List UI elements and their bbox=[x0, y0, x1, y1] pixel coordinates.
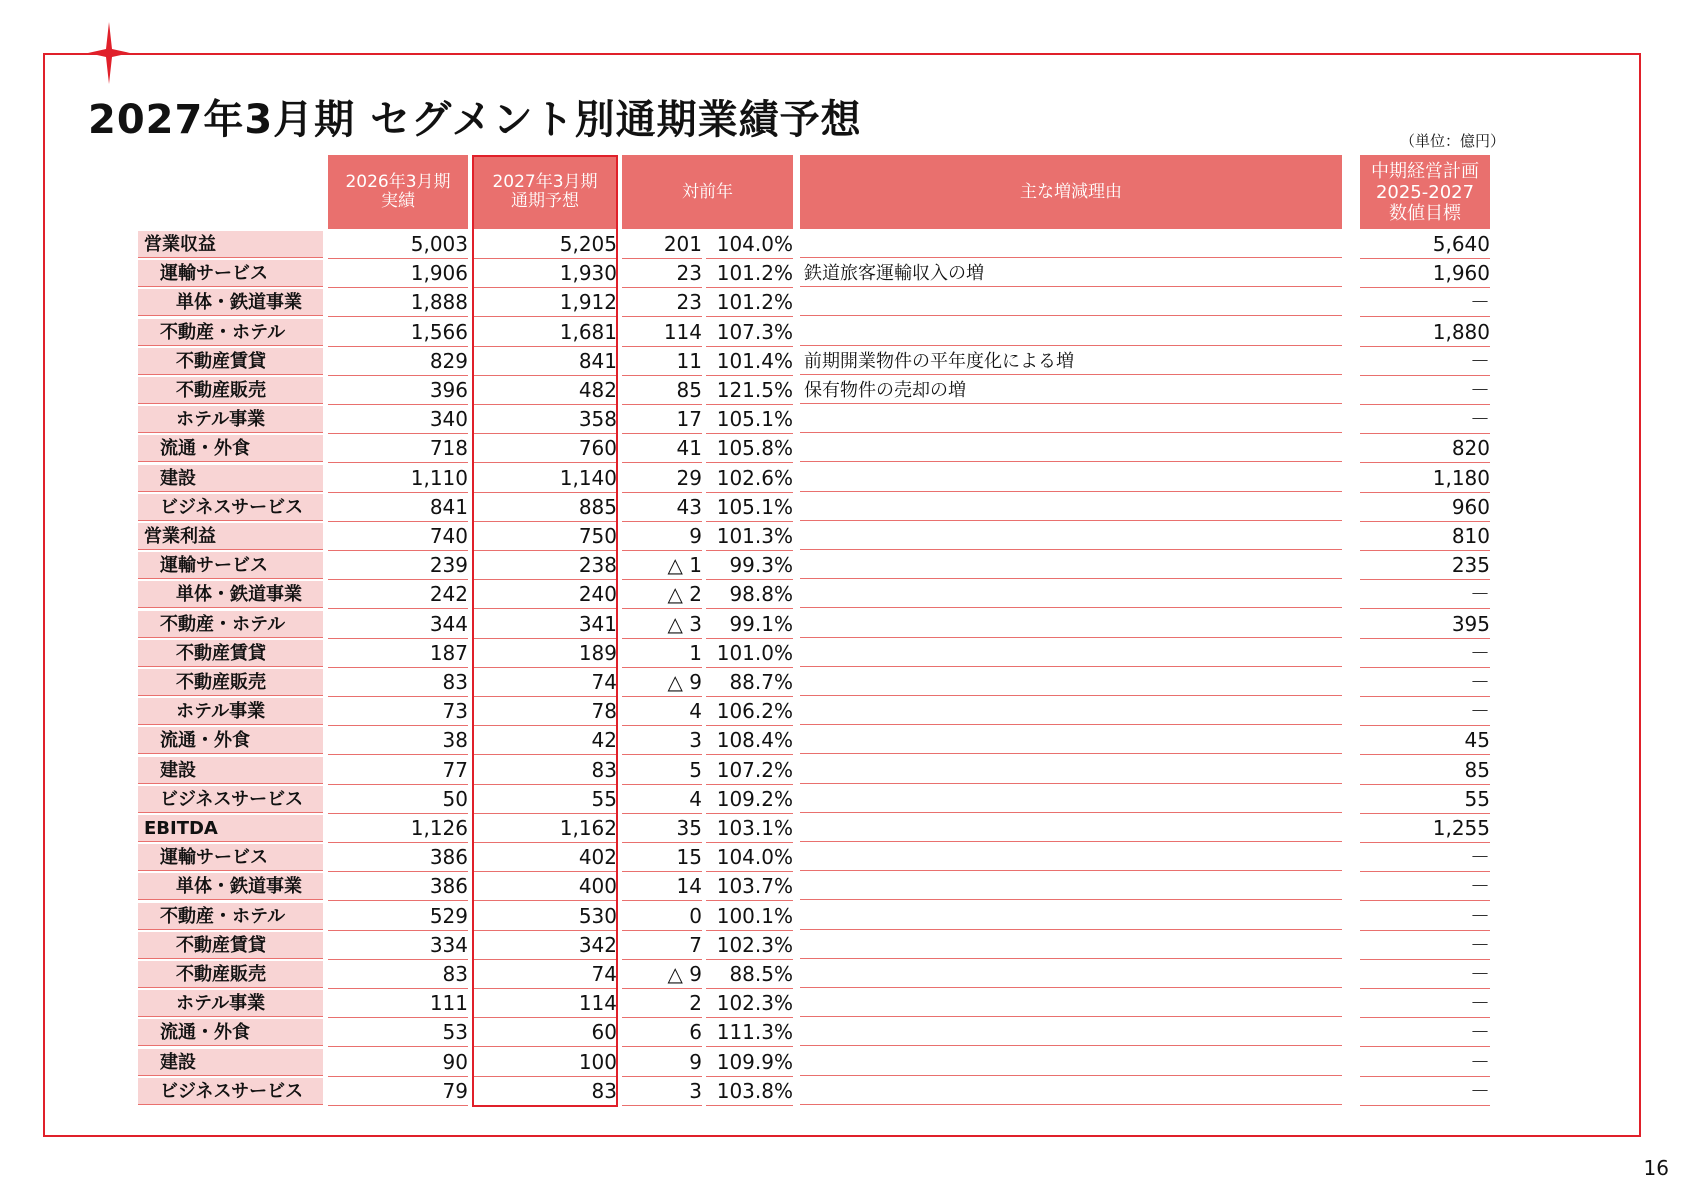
cell-forecast: 1,930 bbox=[473, 260, 617, 288]
cell-forecast: 189 bbox=[473, 640, 617, 668]
cell-target: － bbox=[1360, 289, 1490, 317]
cell-reason bbox=[800, 698, 1342, 725]
cell-actual: 718 bbox=[328, 435, 468, 463]
row-label: 不動産販売 bbox=[138, 961, 323, 988]
table-row bbox=[138, 1049, 1488, 1078]
cell-reason bbox=[800, 844, 1342, 871]
cell-reason bbox=[800, 523, 1342, 550]
cell-forecast: 240 bbox=[473, 581, 617, 609]
cell-target: － bbox=[1360, 844, 1490, 872]
table-row bbox=[138, 289, 1488, 318]
cell-pct: 109.2% bbox=[706, 786, 793, 814]
cell-target: 235 bbox=[1360, 552, 1490, 580]
cell-forecast: 114 bbox=[473, 990, 617, 1018]
table-row bbox=[138, 523, 1488, 552]
cell-actual: 53 bbox=[328, 1019, 468, 1047]
cell-pct: 105.8% bbox=[706, 435, 793, 463]
cell-actual: 1,110 bbox=[328, 465, 468, 493]
cell-reason bbox=[800, 757, 1342, 784]
cell-reason bbox=[800, 1019, 1342, 1046]
row-label: 運輸サービス bbox=[138, 552, 323, 579]
cell-target: － bbox=[1360, 406, 1490, 434]
cell-actual: 386 bbox=[328, 873, 468, 901]
cell-reason bbox=[800, 932, 1342, 959]
cell-pct: 100.1% bbox=[706, 903, 793, 931]
cell-diff: △ 3 bbox=[622, 611, 702, 639]
cell-pct: 103.1% bbox=[706, 815, 793, 843]
cell-pct: 121.5% bbox=[706, 377, 793, 405]
cell-forecast: 482 bbox=[473, 377, 617, 405]
cell-diff: 5 bbox=[622, 757, 702, 785]
cell-forecast: 83 bbox=[473, 757, 617, 785]
cell-pct: 101.0% bbox=[706, 640, 793, 668]
cell-forecast: 358 bbox=[473, 406, 617, 434]
cell-reason: 前期開業物件の平年度化による増 bbox=[800, 348, 1342, 375]
cell-diff: 14 bbox=[622, 873, 702, 901]
cell-pct: 101.2% bbox=[706, 289, 793, 317]
cell-actual: 73 bbox=[328, 698, 468, 726]
cell-forecast: 60 bbox=[473, 1019, 617, 1047]
cell-pct: 102.3% bbox=[706, 932, 793, 960]
row-label: 建設 bbox=[138, 465, 323, 492]
cell-forecast: 5,205 bbox=[473, 231, 617, 259]
table-row bbox=[138, 1019, 1488, 1048]
cell-reason: 保有物件の売却の増 bbox=[800, 377, 1342, 404]
cell-reason bbox=[800, 289, 1342, 316]
cell-target: 820 bbox=[1360, 435, 1490, 463]
cell-actual: 83 bbox=[328, 669, 468, 697]
cell-reason bbox=[800, 961, 1342, 988]
table-row bbox=[138, 669, 1488, 698]
cell-reason bbox=[800, 727, 1342, 754]
row-label: 営業収益 bbox=[138, 231, 323, 258]
cell-pct: 102.3% bbox=[706, 990, 793, 1018]
cell-target: 45 bbox=[1360, 727, 1490, 755]
cell-pct: 88.5% bbox=[706, 961, 793, 989]
cell-reason bbox=[800, 581, 1342, 608]
cell-actual: 334 bbox=[328, 932, 468, 960]
header-actual: 2026年3月期 実績 bbox=[328, 155, 468, 229]
cell-target: － bbox=[1360, 1019, 1490, 1047]
row-label: 不動産・ホテル bbox=[138, 903, 323, 930]
cell-target: 395 bbox=[1360, 611, 1490, 639]
cell-target: 960 bbox=[1360, 494, 1490, 522]
cell-actual: 111 bbox=[328, 990, 468, 1018]
row-label: EBITDA bbox=[138, 815, 323, 842]
table-row bbox=[138, 494, 1488, 523]
cell-forecast: 1,681 bbox=[473, 319, 617, 347]
cell-forecast: 341 bbox=[473, 611, 617, 639]
table-row bbox=[138, 231, 1488, 260]
cell-target: － bbox=[1360, 669, 1490, 697]
cell-forecast: 750 bbox=[473, 523, 617, 551]
cell-target: － bbox=[1360, 903, 1490, 931]
cell-actual: 340 bbox=[328, 406, 468, 434]
cell-pct: 103.8% bbox=[706, 1078, 793, 1106]
cell-target: 1,180 bbox=[1360, 465, 1490, 493]
cell-diff: 1 bbox=[622, 640, 702, 668]
row-label: 単体・鉄道事業 bbox=[138, 581, 323, 608]
cell-forecast: 760 bbox=[473, 435, 617, 463]
cell-target: － bbox=[1360, 377, 1490, 405]
row-label: 建設 bbox=[138, 757, 323, 784]
table-row bbox=[138, 961, 1488, 990]
cell-reason bbox=[800, 611, 1342, 638]
cell-reason bbox=[800, 1078, 1342, 1105]
table-row bbox=[138, 552, 1488, 581]
cell-pct: 104.0% bbox=[706, 844, 793, 872]
cell-forecast: 1,912 bbox=[473, 289, 617, 317]
cell-diff: 9 bbox=[622, 523, 702, 551]
table-row bbox=[138, 698, 1488, 727]
cell-actual: 77 bbox=[328, 757, 468, 785]
table-row bbox=[138, 786, 1488, 815]
cell-diff: △ 9 bbox=[622, 669, 702, 697]
cell-target: 5,640 bbox=[1360, 231, 1490, 259]
cell-diff: 2 bbox=[622, 990, 702, 1018]
row-label: ビジネスサービス bbox=[138, 786, 323, 813]
header-reason: 主な増減理由 bbox=[800, 155, 1342, 229]
cell-target: 1,960 bbox=[1360, 260, 1490, 288]
cell-pct: 101.4% bbox=[706, 348, 793, 376]
cell-forecast: 78 bbox=[473, 698, 617, 726]
cell-pct: 105.1% bbox=[706, 494, 793, 522]
table-row bbox=[138, 260, 1488, 289]
cell-diff: 41 bbox=[622, 435, 702, 463]
cell-target: － bbox=[1360, 990, 1490, 1018]
cell-reason: 鉄道旅客運輸収入の増 bbox=[800, 260, 1342, 287]
row-label: 不動産賃貸 bbox=[138, 932, 323, 959]
cell-reason bbox=[800, 786, 1342, 813]
cell-diff: 11 bbox=[622, 348, 702, 376]
table-row bbox=[138, 815, 1488, 844]
row-label: ホテル事業 bbox=[138, 406, 323, 433]
cell-reason bbox=[800, 815, 1342, 842]
cell-forecast: 74 bbox=[473, 669, 617, 697]
cell-forecast: 402 bbox=[473, 844, 617, 872]
unit-label: （単位：億円） bbox=[1400, 132, 1506, 150]
cell-pct: 105.1% bbox=[706, 406, 793, 434]
cell-pct: 101.2% bbox=[706, 260, 793, 288]
cell-actual: 1,906 bbox=[328, 260, 468, 288]
row-label: 運輸サービス bbox=[138, 844, 323, 871]
cell-diff: 114 bbox=[622, 319, 702, 347]
row-label: 不動産賃貸 bbox=[138, 640, 323, 667]
cell-actual: 50 bbox=[328, 786, 468, 814]
cell-pct: 99.1% bbox=[706, 611, 793, 639]
table-row bbox=[138, 844, 1488, 873]
cell-pct: 107.2% bbox=[706, 757, 793, 785]
cell-forecast: 342 bbox=[473, 932, 617, 960]
table-row bbox=[138, 581, 1488, 610]
cell-diff: 4 bbox=[622, 698, 702, 726]
cell-forecast: 55 bbox=[473, 786, 617, 814]
cell-diff: 29 bbox=[622, 465, 702, 493]
cell-diff: 35 bbox=[622, 815, 702, 843]
cell-target: 810 bbox=[1360, 523, 1490, 551]
table-row bbox=[138, 640, 1488, 669]
cell-target: － bbox=[1360, 961, 1490, 989]
cell-pct: 101.3% bbox=[706, 523, 793, 551]
cell-actual: 90 bbox=[328, 1049, 468, 1077]
table-row bbox=[138, 435, 1488, 464]
cell-forecast: 42 bbox=[473, 727, 617, 755]
row-label: 営業利益 bbox=[138, 523, 323, 550]
cell-diff: 3 bbox=[622, 727, 702, 755]
header-forecast: 2027年3月期 通期予想 bbox=[473, 155, 617, 229]
header-yoy: 対前年 bbox=[622, 155, 793, 229]
table-row bbox=[138, 406, 1488, 435]
row-label: 不動産・ホテル bbox=[138, 319, 323, 346]
cell-pct: 106.2% bbox=[706, 698, 793, 726]
cell-reason bbox=[800, 435, 1342, 462]
cell-target: 1,880 bbox=[1360, 319, 1490, 347]
cell-actual: 1,126 bbox=[328, 815, 468, 843]
cell-pct: 111.3% bbox=[706, 1019, 793, 1047]
cell-actual: 5,003 bbox=[328, 231, 468, 259]
cell-actual: 83 bbox=[328, 961, 468, 989]
cell-diff: △ 1 bbox=[622, 552, 702, 580]
table-row bbox=[138, 727, 1488, 756]
cell-diff: 9 bbox=[622, 1049, 702, 1077]
cell-target: － bbox=[1360, 640, 1490, 668]
cell-diff: 43 bbox=[622, 494, 702, 522]
cell-actual: 38 bbox=[328, 727, 468, 755]
cell-target: 85 bbox=[1360, 757, 1490, 785]
cell-target: 55 bbox=[1360, 786, 1490, 814]
cell-actual: 529 bbox=[328, 903, 468, 931]
cell-forecast: 74 bbox=[473, 961, 617, 989]
cell-reason bbox=[800, 990, 1342, 1017]
table-row bbox=[138, 990, 1488, 1019]
cell-actual: 239 bbox=[328, 552, 468, 580]
cell-target: － bbox=[1360, 348, 1490, 376]
cell-target: － bbox=[1360, 1078, 1490, 1106]
cell-forecast: 1,162 bbox=[473, 815, 617, 843]
cell-actual: 1,566 bbox=[328, 319, 468, 347]
cell-diff: 23 bbox=[622, 260, 702, 288]
cell-forecast: 530 bbox=[473, 903, 617, 931]
cell-pct: 107.3% bbox=[706, 319, 793, 347]
row-label: 建設 bbox=[138, 1049, 323, 1076]
cell-reason bbox=[800, 669, 1342, 696]
cell-target: － bbox=[1360, 873, 1490, 901]
row-label: ビジネスサービス bbox=[138, 1078, 323, 1105]
cell-diff: △ 9 bbox=[622, 961, 702, 989]
cell-pct: 98.8% bbox=[706, 581, 793, 609]
cell-target: 1,255 bbox=[1360, 815, 1490, 843]
table-row bbox=[138, 873, 1488, 902]
cell-reason bbox=[800, 552, 1342, 579]
cell-actual: 386 bbox=[328, 844, 468, 872]
row-label: ホテル事業 bbox=[138, 698, 323, 725]
row-label: 不動産・ホテル bbox=[138, 611, 323, 638]
cell-reason bbox=[800, 873, 1342, 900]
cell-target: － bbox=[1360, 581, 1490, 609]
cell-actual: 740 bbox=[328, 523, 468, 551]
cell-diff: 23 bbox=[622, 289, 702, 317]
table-row bbox=[138, 932, 1488, 961]
cell-pct: 104.0% bbox=[706, 231, 793, 259]
cell-actual: 829 bbox=[328, 348, 468, 376]
cell-actual: 187 bbox=[328, 640, 468, 668]
cell-reason bbox=[800, 903, 1342, 930]
cell-actual: 79 bbox=[328, 1078, 468, 1106]
row-label: ホテル事業 bbox=[138, 990, 323, 1017]
row-label: 運輸サービス bbox=[138, 260, 323, 287]
cell-forecast: 83 bbox=[473, 1078, 617, 1106]
cell-target: － bbox=[1360, 1049, 1490, 1077]
cell-forecast: 400 bbox=[473, 873, 617, 901]
cell-diff: 17 bbox=[622, 406, 702, 434]
cell-diff: 6 bbox=[622, 1019, 702, 1047]
cell-diff: 4 bbox=[622, 786, 702, 814]
page-title: 2027年3月期 セグメント別通期業績予想 bbox=[88, 97, 862, 143]
cell-diff: 7 bbox=[622, 932, 702, 960]
cell-target: － bbox=[1360, 932, 1490, 960]
cell-reason bbox=[800, 406, 1342, 433]
cell-diff: 3 bbox=[622, 1078, 702, 1106]
row-label: 不動産販売 bbox=[138, 377, 323, 404]
cell-reason bbox=[800, 1049, 1342, 1076]
table-row bbox=[138, 757, 1488, 786]
cell-actual: 396 bbox=[328, 377, 468, 405]
table-row bbox=[138, 377, 1488, 406]
cell-pct: 102.6% bbox=[706, 465, 793, 493]
cell-diff: 0 bbox=[622, 903, 702, 931]
row-label: 不動産販売 bbox=[138, 669, 323, 696]
cell-forecast: 1,140 bbox=[473, 465, 617, 493]
cell-pct: 108.4% bbox=[706, 727, 793, 755]
cell-forecast: 238 bbox=[473, 552, 617, 580]
row-label: 流通・外食 bbox=[138, 435, 323, 462]
cell-target: － bbox=[1360, 698, 1490, 726]
row-label: 不動産賃貸 bbox=[138, 348, 323, 375]
table-row bbox=[138, 611, 1488, 640]
header-plan: 中期経営計画 2025-2027 数値目標 bbox=[1360, 155, 1490, 229]
cell-forecast: 885 bbox=[473, 494, 617, 522]
table-row bbox=[138, 319, 1488, 348]
cell-reason bbox=[800, 231, 1342, 258]
cell-diff: 201 bbox=[622, 231, 702, 259]
cell-actual: 344 bbox=[328, 611, 468, 639]
cell-pct: 109.9% bbox=[706, 1049, 793, 1077]
table-row bbox=[138, 465, 1488, 494]
table-row bbox=[138, 348, 1488, 377]
cell-reason bbox=[800, 319, 1342, 346]
cell-pct: 88.7% bbox=[706, 669, 793, 697]
cell-forecast: 841 bbox=[473, 348, 617, 376]
cell-reason bbox=[800, 465, 1342, 492]
page-number: 16 bbox=[1643, 1156, 1669, 1180]
cell-reason bbox=[800, 640, 1342, 667]
cell-pct: 103.7% bbox=[706, 873, 793, 901]
row-label: 流通・外食 bbox=[138, 1019, 323, 1046]
row-label: 流通・外食 bbox=[138, 727, 323, 754]
cell-forecast: 100 bbox=[473, 1049, 617, 1077]
row-label: 単体・鉄道事業 bbox=[138, 873, 323, 900]
cell-reason bbox=[800, 494, 1342, 521]
cell-pct: 99.3% bbox=[706, 552, 793, 580]
table-row bbox=[138, 1078, 1488, 1107]
table-row bbox=[138, 903, 1488, 932]
cell-diff: △ 2 bbox=[622, 581, 702, 609]
row-label: ビジネスサービス bbox=[138, 494, 323, 521]
cell-actual: 1,888 bbox=[328, 289, 468, 317]
cell-diff: 15 bbox=[622, 844, 702, 872]
cell-diff: 85 bbox=[622, 377, 702, 405]
row-label: 単体・鉄道事業 bbox=[138, 289, 323, 316]
cell-actual: 841 bbox=[328, 494, 468, 522]
star-icon bbox=[88, 22, 130, 84]
cell-actual: 242 bbox=[328, 581, 468, 609]
